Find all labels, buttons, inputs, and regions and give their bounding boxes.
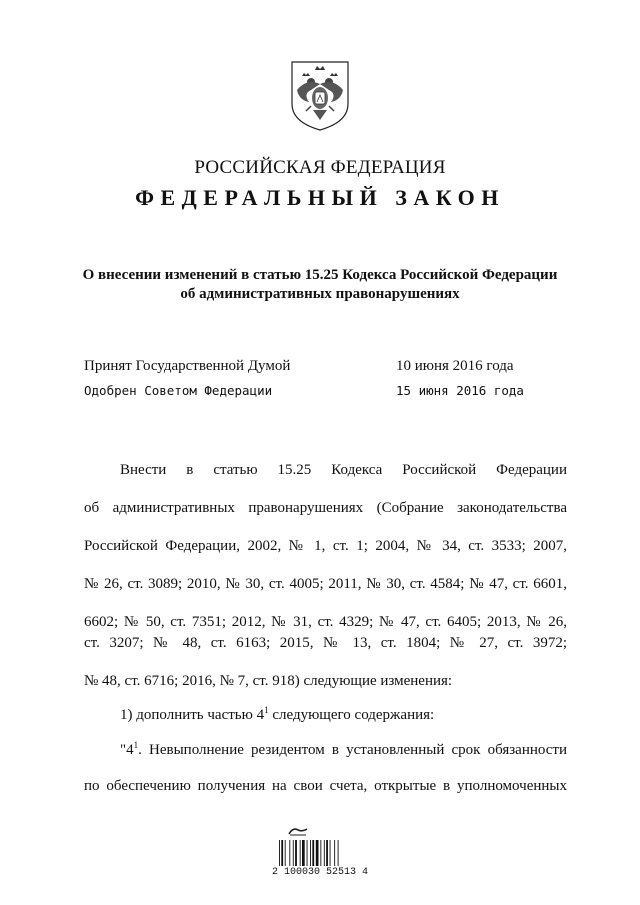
superscript: 1 bbox=[133, 740, 139, 750]
amendment-item-text: следующего содержания: bbox=[268, 707, 435, 723]
printer-mark-icon bbox=[287, 826, 309, 836]
amendment-item bbox=[84, 707, 567, 727]
law-type-heading: ФЕДЕРАЛЬНЫЙ ЗАКОН bbox=[135, 185, 505, 210]
body-line: об административных правонарушениях (Собрание законодательства bbox=[84, 500, 567, 516]
body-line: № 26, ст. 3089; 2010, № 30, ст. 4005; 2011, № 30, ст. 4584; № 47, ст. 6601, bbox=[84, 576, 567, 592]
adoption-row-council bbox=[84, 383, 564, 398]
barcode bbox=[278, 840, 364, 866]
quote-text: "4 bbox=[120, 742, 134, 758]
barcode-bar bbox=[279, 840, 280, 866]
barcode-bar bbox=[330, 840, 331, 866]
adoption-date: 10 июня 2016 года bbox=[396, 358, 514, 374]
body-line: по обеспечению получения на свои счета, открытые в уполномоченных bbox=[84, 778, 567, 794]
coat-of-arms-icon bbox=[289, 60, 351, 132]
body-line: № 48, ст. 6716; 2016, № 7, ст. 918) следующие изменения: bbox=[84, 673, 453, 689]
body-line: ст. 3207; № 48, ст. 6163; 2015, № 13, ст. 1804; № 27, ст. 3972; bbox=[84, 635, 567, 651]
barcode-bar bbox=[285, 840, 286, 866]
adoption-label: Принят Государственной Думой bbox=[84, 358, 291, 374]
barcode-bar bbox=[295, 840, 297, 866]
adoption-date: 15 июня 2016 года bbox=[396, 383, 524, 398]
barcode-bar bbox=[293, 840, 294, 866]
adoption-label: Одобрен Советом Федерации bbox=[84, 383, 273, 398]
barcode-bar bbox=[307, 840, 308, 866]
quote-text: . Невыполнение резидентом в установленный срок обязанности bbox=[138, 742, 567, 758]
law-title-line: об административных правонарушениях bbox=[180, 286, 460, 302]
law-title-line: О внесении изменений в статью 15.25 Кодекса Российской Федерации bbox=[82, 267, 558, 283]
adoption-row-duma bbox=[84, 358, 564, 375]
barcode-bar bbox=[310, 840, 311, 866]
barcode-number: 2 100030 52513 4 bbox=[271, 867, 368, 878]
body-line: Российской Федерации, 2002, № 1, ст. 1; 2004, № 34, ст. 3533; 2007, bbox=[84, 538, 567, 554]
barcode-bar bbox=[326, 840, 328, 866]
barcode-bar bbox=[324, 840, 325, 866]
barcode-bar bbox=[281, 840, 283, 866]
law-title bbox=[0, 266, 640, 304]
barcode-bar bbox=[289, 840, 290, 866]
barcode-bar bbox=[312, 840, 314, 866]
country-heading: РОССИЙСКАЯ ФЕДЕРАЦИЯ bbox=[194, 157, 446, 178]
barcode-bar bbox=[334, 840, 335, 866]
body-line: Внести в статью 15.25 Кодекса Российской Федерации bbox=[120, 462, 567, 478]
superscript: 1 bbox=[264, 705, 269, 715]
quoted-paragraph bbox=[84, 742, 567, 762]
barcode-bar bbox=[320, 840, 321, 866]
amendment-item-text: 1) дополнить частью 4 bbox=[120, 707, 265, 723]
body-line: 6602; № 50, ст. 7351; 2012, № 31, ст. 4329; № 47, ст. 6405; 2013, № 26, bbox=[84, 614, 567, 630]
barcode-bar bbox=[338, 840, 339, 866]
barcode-bar bbox=[300, 840, 301, 866]
barcode-bar bbox=[302, 840, 305, 866]
barcode-bar bbox=[316, 840, 319, 866]
